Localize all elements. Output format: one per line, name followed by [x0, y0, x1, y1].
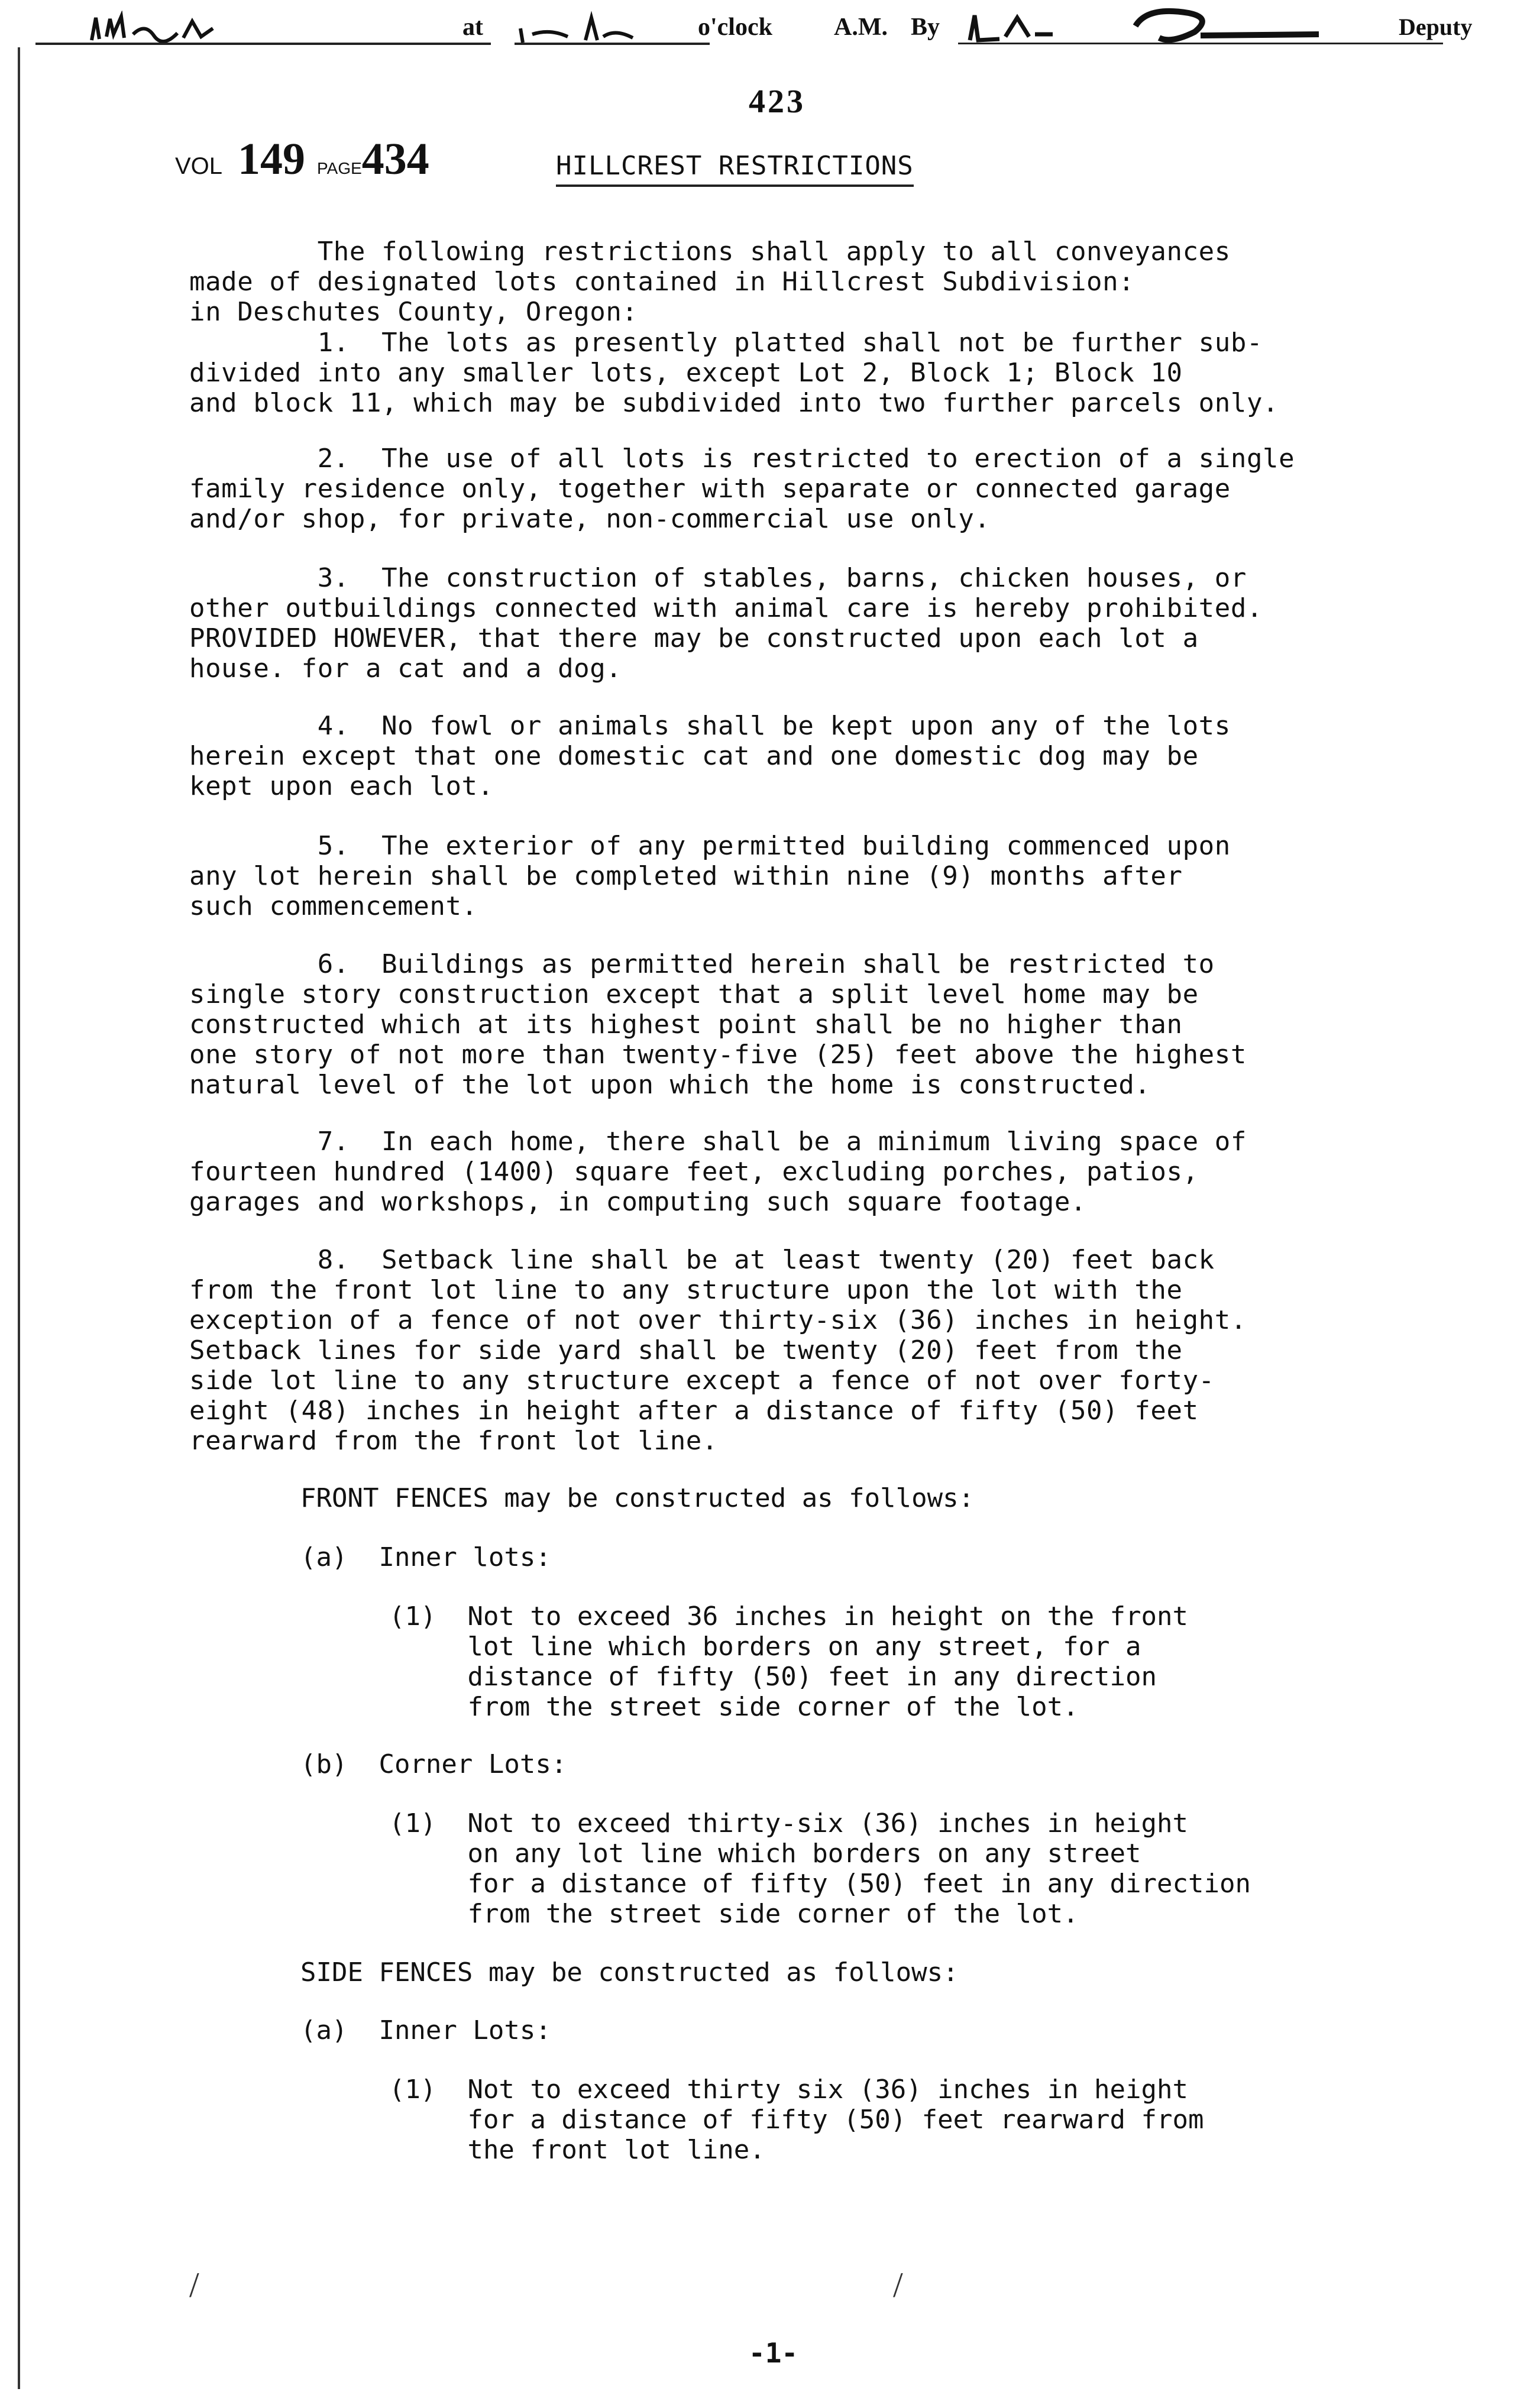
restriction-4: 4. No fowl or animals shall be kept upon any of the lots herein except that one domestic cat and one domestic dog may be kept upon each lot. [189, 711, 1231, 801]
margin-rule [18, 47, 20, 2389]
handwritten-signature-scrawl [1124, 2, 1337, 50]
restriction-8: 8. Setback line shall be at least twenty (20) feet back from the front lot line to any structure upon the lot with the exception of a fence of not over thirty-six (36) inches in height. Setback lines for side yard shall be twenty (20) feet from the side lot line to any structure except a fence of not over forty- eight (48) inches in height after a distance of fifty (50) feet rearward from the front lot line. [189, 1245, 1247, 1456]
scan-mark: / [893, 2265, 903, 2305]
front-fences-heading: FRONT FENCES may be constructed as follows: [300, 1483, 975, 1513]
restriction-2: 2. The use of all lots is restricted to erection of a single family residence only, together with separate or connected garage and/or shop, for private, non-commercial use only. [189, 444, 1295, 534]
recording-stamp-strip [0, 0, 1514, 65]
intro-paragraph: The following restrictions shall apply to all conveyances made of designated lots contained in Hillcrest Subdivision: in Deschutes County, Oregon: [189, 237, 1231, 327]
front-fences-corner-lots-label: (b) Corner Lots: [300, 1749, 567, 1779]
document-title: HILLCREST RESTRICTIONS [556, 151, 914, 187]
volume-page-stamp [175, 134, 429, 185]
handwritten-date-scrawl [89, 11, 219, 44]
handwritten-time-scrawl [515, 11, 692, 44]
restriction-6: 6. Buildings as permitted herein shall be restricted to single story construction except that a split level home may be constructed which at its highest point shall be no higher than one story of not more than twenty-five (25) feet above the highest natural level of the lot upon which the home is constructed. [189, 949, 1247, 1100]
am-label: A.M. [834, 14, 888, 41]
record-page-number: 423 [749, 83, 805, 120]
page-number: 434 [361, 134, 429, 184]
front-fences-inner-lots-label: (a) Inner lots: [300, 1542, 551, 1572]
side-fences-heading: SIDE FENCES may be constructed as follows: [300, 1957, 959, 1988]
restriction-5: 5. The exterior of any permitted building commenced upon any lot herein shall be completed within nine (9) months after such commencement. [189, 831, 1231, 921]
vol-number: 149 [238, 134, 306, 184]
by-label: By [911, 14, 940, 41]
restriction-1: 1. The lots as presently platted shall not be further sub- divided into any smaller lots, except Lot 2, Block 1; Block 10 and block 11, which may be subdivided into two further parcels only. [189, 328, 1279, 418]
side-fences-inner-lots-label: (a) Inner Lots: [300, 2015, 551, 2045]
side-fences-inner-lots-rule: (1) Not to exceed thirty six (36) inches in height for a distance of fifty (50) feet rearward from the front lot line. [389, 2074, 1204, 2165]
front-fences-corner-lots-rule: (1) Not to exceed thirty-six (36) inches in height on any lot line which borders on any street for a distance of fifty (50) feet in any direction from the street side corner of the lot. [389, 1808, 1251, 1929]
scan-mark: / [189, 2265, 199, 2305]
restriction-7: 7. In each home, there shall be a minimum living space of fourteen hundred (1400) square feet, excluding porches, patios, garages and workshops, in computing such square footage. [189, 1127, 1247, 1217]
front-fences-inner-lots-rule: (1) Not to exceed 36 inches in height on the front lot line which borders on any street, for a distance of fifty (50) feet in any direction from the street side corner of the lot. [389, 1601, 1189, 1722]
at-label: at [462, 14, 483, 41]
restriction-3: 3. The construction of stables, barns, chicken houses, or other outbuildings connected with animal care is hereby prohibited. PROVIDED HOWEVER, that there may be constructed upon each lot a house. for a cat and a dog. [189, 563, 1263, 684]
footer-page-number: -1- [749, 2337, 798, 2369]
page-label: PAGE [317, 159, 362, 177]
handwritten-initials-scrawl [964, 11, 1059, 44]
vol-label: VOL [175, 153, 223, 179]
deputy-label: Deputy [1399, 14, 1473, 40]
oclock-label: o'clock [698, 14, 772, 41]
